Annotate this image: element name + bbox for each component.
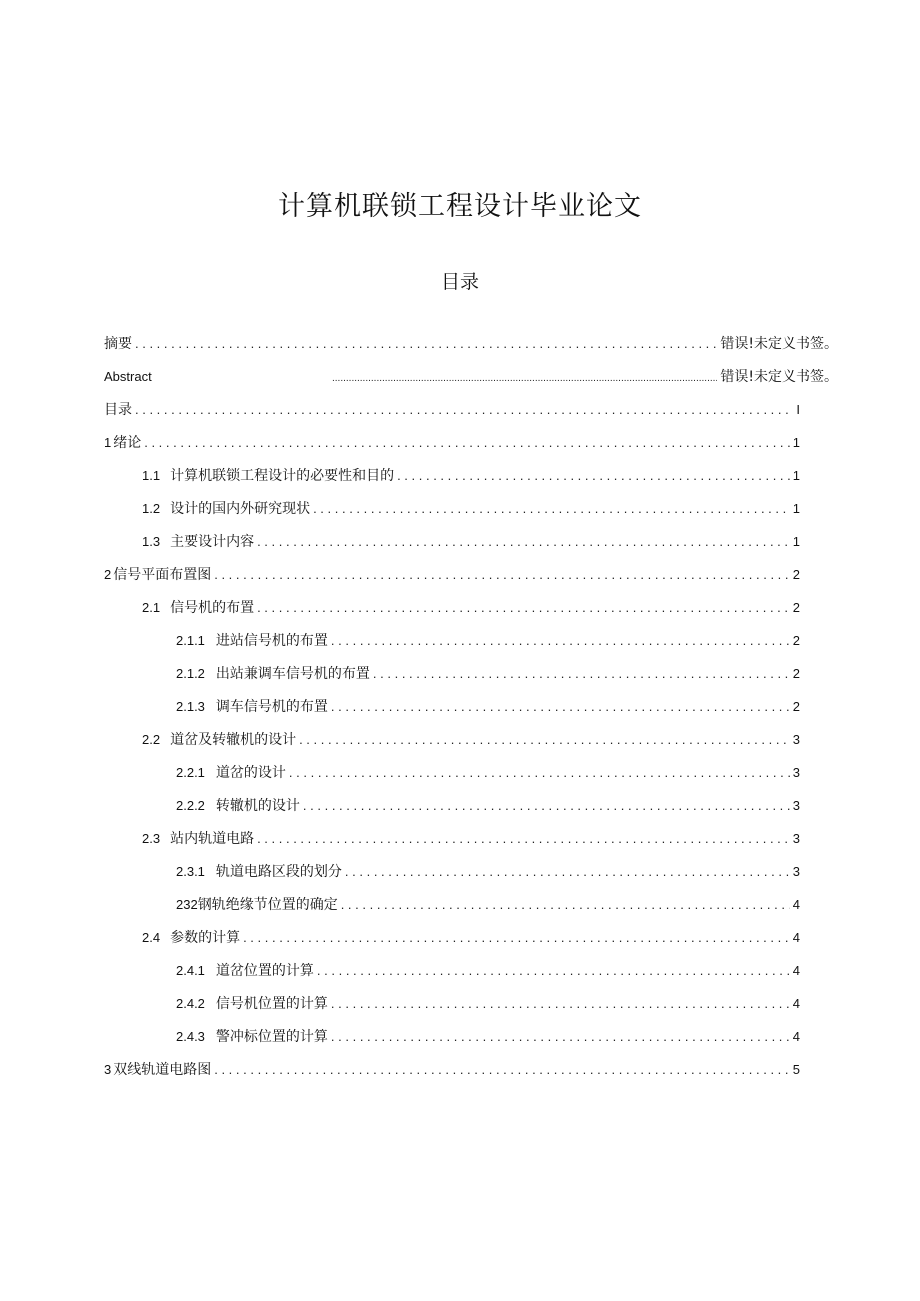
toc-leader-dots [373, 666, 790, 681]
toc-entry-page: 3 [792, 732, 800, 747]
toc-entry-page: 错误!未定义书签。 [720, 369, 838, 385]
toc-entry-text: 进站信号机的布置 [215, 633, 328, 649]
toc-entry-page: 4 [792, 996, 800, 1011]
toc-entry[interactable] [104, 894, 800, 927]
toc-entry[interactable] [104, 828, 800, 861]
toc-entry[interactable] [104, 630, 800, 663]
toc-entry-text: 信号平面布置图 [113, 567, 212, 583]
toc-leader-dots [144, 435, 790, 450]
toc-entry-page: 错误!未定义书签。 [720, 336, 838, 352]
toc-entry-number: 1.2 [142, 501, 161, 516]
toc-entry-page: 1 [792, 534, 800, 549]
toc-entry-number: 2.3.1 [176, 864, 205, 879]
toc-entry[interactable] [104, 960, 800, 993]
toc-heading: 目录 [440, 271, 479, 293]
toc-entry[interactable] [104, 663, 800, 696]
toc-entry-number: 2.1.2 [176, 666, 205, 681]
toc-entry-text: 警冲标位置的计算 [215, 1029, 328, 1045]
toc-entry-number: 1.1 [142, 468, 161, 483]
toc-leader-dots [345, 864, 790, 879]
toc-entry[interactable] [104, 399, 800, 432]
toc-entry[interactable] [104, 366, 838, 399]
toc-leader-dots [341, 897, 790, 912]
toc-leader-dots [397, 468, 790, 483]
toc-leader-dots [299, 732, 790, 747]
toc-entry[interactable] [104, 795, 800, 828]
toc-leader-dots [257, 600, 790, 615]
toc-entry[interactable] [104, 1059, 800, 1092]
toc-entry-text: 信号机位置的计算 [215, 996, 328, 1012]
toc-entry-page: 2 [792, 567, 800, 582]
toc-entry[interactable] [104, 597, 800, 630]
toc-entry-text: 道岔及转辙机的设计 [170, 732, 297, 748]
toc-entry-page: 3 [792, 798, 800, 813]
toc-leader-dots [289, 765, 790, 780]
toc-entry-number: 2.3 [142, 831, 161, 846]
toc-entry-number: 2.2.1 [176, 765, 205, 780]
toc-leader-dots [303, 798, 790, 813]
toc-entry-page: 4 [792, 897, 800, 912]
toc-entry-number: 2.2 [142, 732, 161, 747]
toc-entry-text: 调车信号机的布置 [215, 699, 328, 715]
toc-entry[interactable] [104, 762, 800, 795]
toc-leader-dots [331, 996, 790, 1011]
toc-entry-text: 主要设计内容 [170, 534, 255, 550]
toc-entry-page: 3 [792, 864, 800, 879]
toc-entry[interactable] [104, 531, 800, 564]
toc-entry-page: 4 [792, 1029, 800, 1044]
toc-entry-page: 2 [792, 666, 800, 681]
toc-entry-number: 2 [104, 567, 112, 582]
toc-entry-number: 2.4.1 [176, 963, 205, 978]
table-of-contents [104, 333, 838, 1092]
toc-entry-text: 目录 [104, 402, 132, 418]
toc-leader-dots [135, 336, 717, 351]
toc-entry[interactable] [104, 498, 800, 531]
toc-entry-number: 232 [176, 897, 198, 912]
toc-entry-text: 钢轨绝缘节位置的确定 [197, 897, 338, 913]
toc-entry[interactable] [104, 432, 800, 465]
toc-entry-text: 参数的计算 [170, 930, 241, 946]
toc-entry-number: 2.4.2 [176, 996, 205, 1011]
toc-leader-dots [331, 1029, 790, 1044]
toc-entry-text: 轨道电路区段的划分 [215, 864, 342, 880]
toc-entry-page: I [796, 402, 800, 417]
toc-entry-page: 5 [792, 1062, 800, 1077]
toc-entry[interactable] [104, 564, 800, 597]
toc-entry-page: 2 [792, 633, 800, 648]
toc-entry[interactable] [104, 1026, 800, 1059]
toc-entry-number: 1 [104, 435, 112, 450]
toc-entry[interactable] [104, 696, 800, 729]
toc-entry[interactable] [104, 927, 800, 960]
toc-entry[interactable] [104, 993, 800, 1026]
toc-entry[interactable] [104, 333, 838, 366]
document-title: 计算机联锁工程设计毕业论文 [278, 191, 642, 222]
toc-leader-dots [257, 831, 790, 846]
toc-leader-dots [257, 534, 790, 549]
toc-entry-number: 2.2.2 [176, 798, 205, 813]
toc-entry-text: 计算机联锁工程设计的必要性和目的 [170, 468, 395, 484]
toc-entry-number: 2.1.3 [176, 699, 205, 714]
toc-entry-number: 2.1 [142, 600, 161, 615]
toc-entry-number: 2.4 [142, 930, 161, 945]
toc-entry-page: 2 [792, 600, 800, 615]
toc-leader-dots [243, 930, 790, 945]
toc-entry-number: 2.4.3 [176, 1029, 205, 1044]
toc-entry-text: 道岔位置的计算 [215, 963, 314, 979]
toc-entry-text: 道岔的设计 [215, 765, 286, 781]
toc-leader-dots [214, 567, 790, 582]
toc-entry-text: 双线轨道电路图 [113, 1062, 212, 1078]
toc-entry-number: 3 [104, 1062, 112, 1077]
toc-leader-dots [135, 402, 793, 417]
toc-leader-dots [331, 699, 790, 714]
toc-entry-text: Abstract [104, 369, 152, 384]
toc-entry-text: 摘要 [104, 336, 132, 352]
toc-leader-dots [331, 633, 790, 648]
toc-leader-dots [332, 369, 717, 384]
toc-entry-text: 设计的国内外研究现状 [170, 501, 311, 517]
toc-entry-page: 1 [792, 468, 800, 483]
toc-entry-page: 3 [792, 765, 800, 780]
toc-entry-page: 3 [792, 831, 800, 846]
toc-entry-page: 4 [792, 963, 800, 978]
toc-entry-number: 1.3 [142, 534, 161, 549]
toc-leader-dots [313, 501, 790, 516]
toc-entry-text: 站内轨道电路 [170, 831, 255, 847]
toc-leader-dots [317, 963, 790, 978]
toc-entry-page: 4 [792, 930, 800, 945]
toc-entry-page: 2 [792, 699, 800, 714]
toc-leader-dots [214, 1062, 790, 1077]
toc-entry-text: 转辙机的设计 [215, 798, 300, 814]
toc-entry-text: 出站兼调车信号机的布置 [215, 666, 370, 682]
toc-entry-page: 1 [792, 501, 800, 516]
toc-entry-page: 1 [792, 435, 800, 450]
toc-entry-text: 信号机的布置 [170, 600, 255, 616]
toc-entry[interactable] [104, 861, 800, 894]
toc-entry-number: 2.1.1 [176, 633, 205, 648]
toc-entry[interactable] [104, 465, 800, 498]
toc-entry[interactable] [104, 729, 800, 762]
toc-entry-text: 绪论 [113, 435, 142, 451]
